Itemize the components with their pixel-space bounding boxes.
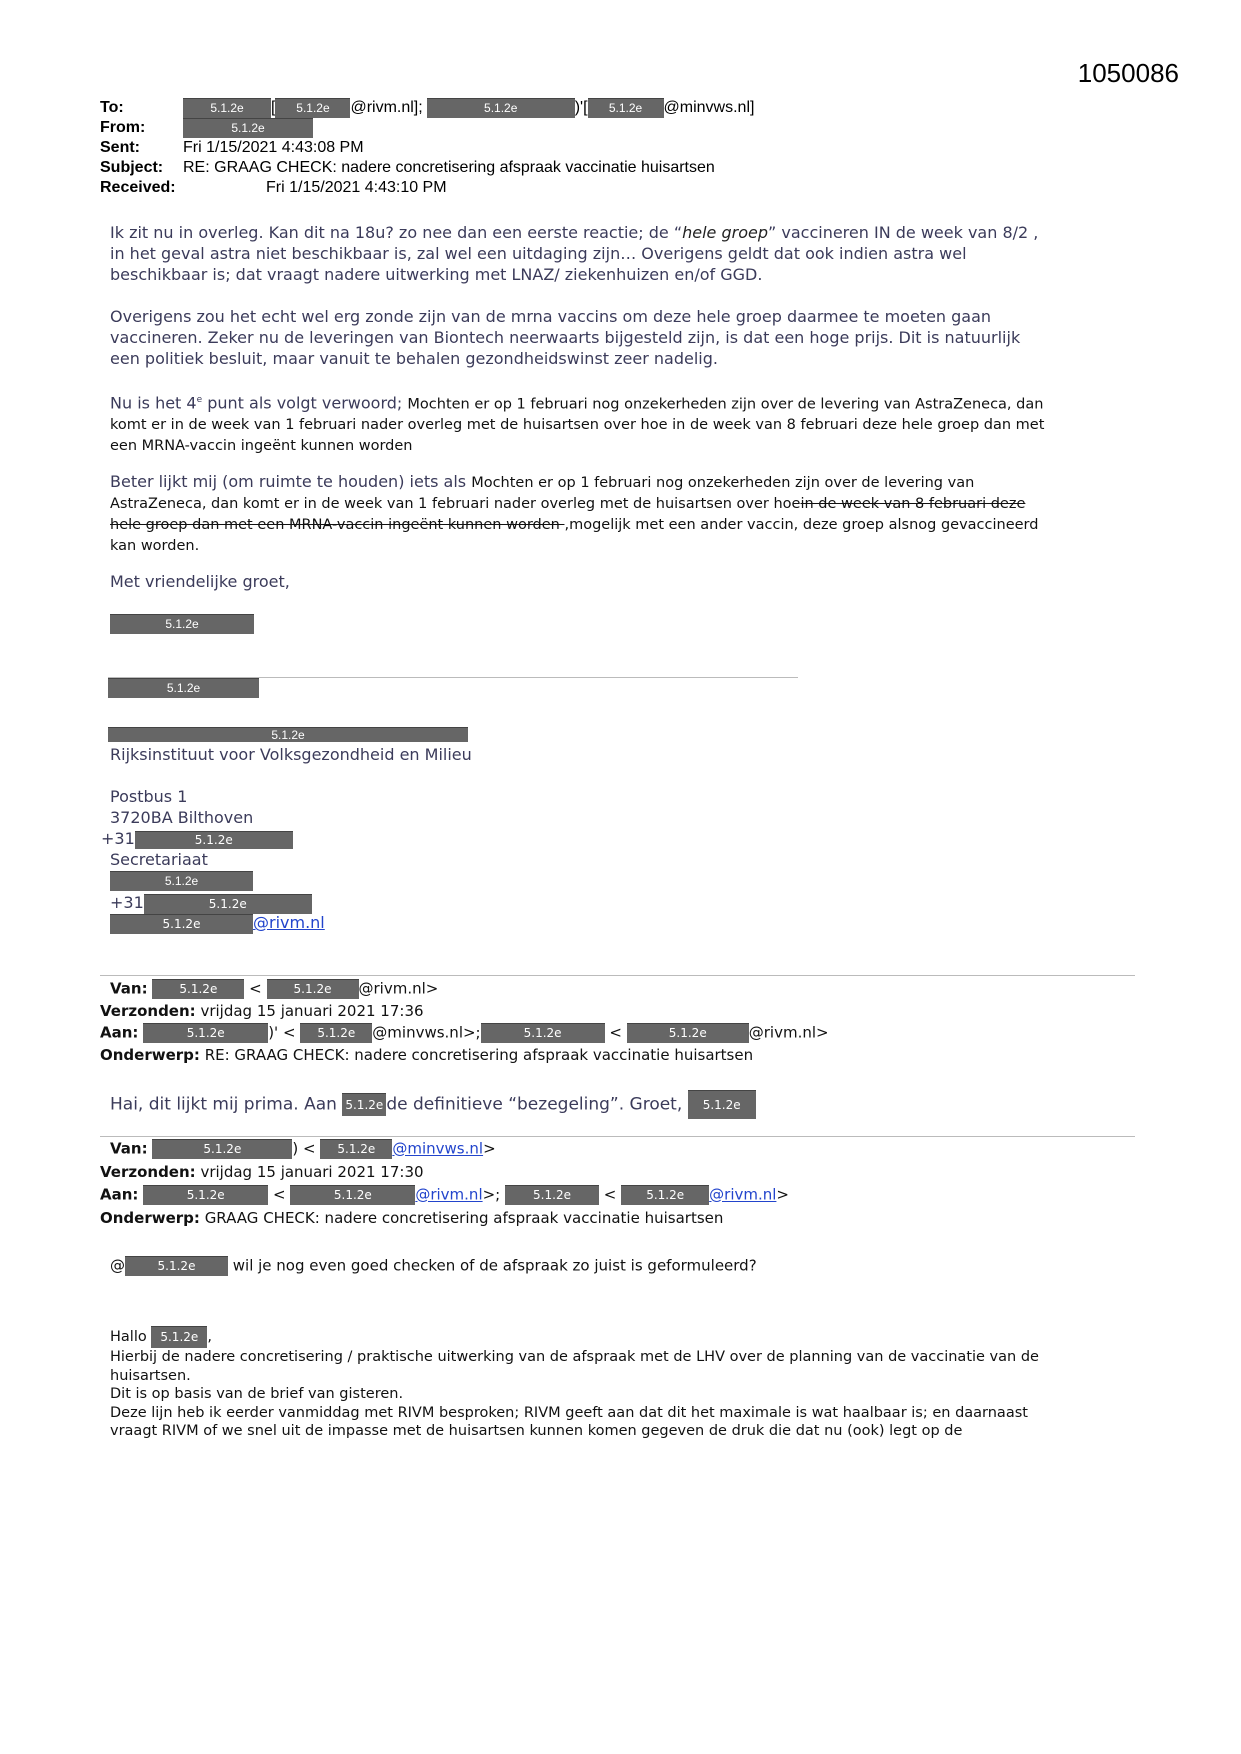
redaction-box: 5.1.2e	[125, 1256, 228, 1276]
text: Hai, dit lijkt mij prima. Aan	[110, 1094, 343, 1115]
redaction-box: 5.1.2e	[688, 1090, 756, 1119]
text: vraagt RIVM of we snel uit de impasse met de huisartsen kunnen komen gegeven de druk die dat nu (ook) legt op de	[110, 1423, 963, 1439]
email-header	[100, 98, 754, 198]
signature-phone	[101, 828, 293, 849]
verzonden-label: Verzonden:	[100, 1002, 196, 1020]
signature-secretariaat: Secretariaat	[110, 850, 208, 869]
quoted-text: kan worden.	[110, 538, 200, 554]
redaction-box: 5.1.2e	[627, 1023, 749, 1043]
to-label: To:	[100, 99, 124, 116]
redaction-box: 5.1.2e	[588, 98, 664, 118]
van-domain: @rivm.nl>	[358, 979, 439, 998]
redaction-box: 5.1.2e	[505, 1185, 599, 1205]
paragraph-4	[110, 471, 1038, 557]
received-label: Received:	[100, 179, 176, 196]
aan-domain-rivm: @rivm.nl>	[748, 1023, 829, 1042]
mail3-verzonden-row	[100, 1163, 424, 1181]
email-link[interactable]: @rivm.nl	[253, 913, 325, 932]
from-label: From:	[100, 119, 146, 136]
quoted-text: ,mogelijk met een ander vaccin, deze groep alsnog gevaccineerd	[564, 517, 1039, 533]
redaction-box: 5.1.2e	[320, 1139, 392, 1159]
redaction-box: 5.1.2e	[152, 1139, 292, 1159]
document-number: 1050086	[1077, 58, 1179, 88]
text: Deze lijn heb ik eerder vanmiddag met RIVM besproken; RIVM geeft aan dat dit het maximale is wat haalbaar is; en daarnaast	[110, 1404, 1028, 1421]
sent-row	[100, 138, 754, 158]
text: in het geval astra niet beschikbaar is, zal wel een uitdaging zijn… Overigens geldt dat ook indien astra wel	[110, 244, 967, 263]
redaction-box: 5.1.2e	[110, 614, 254, 634]
redaction-box: 5.1.2e	[110, 871, 253, 891]
mail2-onderwerp-row	[100, 1046, 753, 1064]
text: Hallo	[110, 1329, 152, 1345]
text: Dit is op basis van de brief van gisteren.	[110, 1386, 404, 1402]
subject-row	[100, 158, 754, 178]
signature-address-2: 3720BA Bilthoven	[110, 808, 254, 827]
bracket: <	[272, 1185, 286, 1204]
redaction-box: 5.1.2e	[183, 118, 313, 138]
redaction-box: 5.1.2e	[110, 914, 253, 934]
redaction-box: 5.1.2e	[427, 98, 575, 118]
bracket: ) <	[292, 1139, 316, 1158]
aan-email-link-1[interactable]: @rivm.nl	[415, 1185, 483, 1204]
mail3-aan-row	[100, 1185, 789, 1205]
quoted-text: AstraZeneca, dan komt er in de week van 1 februari nader overleg met de huisartsen over hoe	[110, 496, 801, 512]
redaction-box: 5.1.2e	[144, 894, 312, 914]
phone-prefix: +31	[110, 893, 144, 912]
paragraph-3	[110, 390, 1044, 457]
paragraph-2	[110, 306, 1020, 369]
text: Beter lijkt mij (om ruimte te houden) iets als	[110, 472, 472, 491]
quoted-text: een MRNA-vaccin ingeënt kunnen worden	[110, 438, 413, 455]
aan-label: Aan:	[100, 1023, 139, 1042]
redaction-box: 5.1.2e	[143, 1023, 268, 1043]
mail3-check-line	[110, 1256, 757, 1276]
mail2-body	[110, 1090, 756, 1119]
divider	[100, 1136, 1135, 1137]
from-row	[100, 118, 754, 138]
quoted-text: Mochten er op 1 februari nog onzekerheden zijn over de levering van	[471, 475, 975, 491]
redaction-box: 5.1.2e	[151, 1326, 207, 1348]
bracket: <	[609, 1023, 622, 1042]
phone-prefix: +31	[101, 829, 135, 848]
mail3-body	[110, 1326, 1039, 1441]
redaction-box: 5.1.2e	[621, 1185, 709, 1205]
to-row	[100, 98, 754, 118]
redaction-box: 5.1.2e	[143, 1185, 268, 1205]
text: Overigens zou het echt wel erg zonde zijn van de mrna vaccins om deze hele groep daarmee te moeten gaan	[110, 307, 992, 326]
onderwerp-value: RE: GRAAG CHECK: nadere concretisering afspraak vaccinatie huisartsen	[204, 1046, 754, 1064]
signature-address-1: Postbus 1	[110, 787, 188, 806]
onderwerp-label: Onderwerp:	[100, 1046, 200, 1064]
received-row	[100, 178, 754, 198]
text: beschikbaar is; dat vraagt nadere uitwerking met LNAZ/ ziekenhuizen en/of GGD.	[110, 265, 763, 284]
onderwerp-value: GRAAG CHECK: nadere concretisering afspraak vaccinatie huisartsen	[204, 1209, 724, 1227]
subject-label: Subject:	[100, 159, 164, 176]
van-label: Van:	[110, 1139, 148, 1158]
sent-label: Sent:	[100, 139, 140, 156]
onderwerp-label: Onderwerp:	[100, 1209, 200, 1227]
at-sign: @	[110, 1256, 125, 1275]
text: Hierbij de nadere concretisering / praktische uitwerking van de afspraak met de LHV over de planning van de vaccinatie van de	[110, 1349, 1039, 1365]
bracket: >	[776, 1185, 789, 1204]
van-label: Van:	[110, 979, 148, 998]
aan-domain-minvws: @minvws.nl>;	[372, 1023, 481, 1042]
bracket: [	[271, 99, 276, 116]
subject-value: RE: GRAAG CHECK: nadere concretisering afspraak vaccinatie huisartsen	[183, 159, 715, 176]
bracket: )' <	[268, 1023, 296, 1042]
mail2-van-row	[110, 979, 438, 999]
verzonden-value: vrijdag 15 januari 2021 17:30	[200, 1163, 424, 1181]
redaction-box: 5.1.2e	[183, 98, 271, 118]
greeting: Met vriendelijke groet,	[110, 572, 290, 591]
mail3-onderwerp-row	[100, 1209, 723, 1227]
redaction-box: 5.1.2e	[108, 678, 259, 698]
paragraph-1	[110, 222, 1038, 285]
verzonden-value: vrijdag 15 januari 2021 17:36	[200, 1002, 424, 1020]
aan-label: Aan:	[100, 1185, 139, 1204]
mail2-aan-row	[100, 1023, 829, 1043]
signature-org: Rijksinstituut voor Volksgezondheid en Milieu	[110, 745, 472, 764]
quoted-text: Mochten er op 1 februari nog onzekerheden zijn over de levering van AstraZeneca, dan	[407, 396, 1044, 413]
redaction-box: 5.1.2e	[108, 727, 468, 742]
aan-email-link-2[interactable]: @rivm.nl	[709, 1185, 777, 1204]
redaction-box: 5.1.2e	[275, 98, 350, 118]
text: Ik zit nu in overleg. Kan dit na 18u? zo nee dan een eerste reactie; de “	[110, 223, 683, 242]
emphasis-text: hele groep	[682, 223, 768, 242]
struck-text: hele groep dan met een MRNA-vaccin ingeënt kunnen worden	[110, 517, 565, 533]
verzonden-label: Verzonden:	[100, 1163, 196, 1181]
signature-phone-2	[110, 892, 312, 914]
bracket: <	[603, 1185, 617, 1204]
redaction-box: 5.1.2e	[481, 1023, 605, 1043]
redaction-box: 5.1.2e	[300, 1023, 372, 1043]
mail3-van-row	[110, 1139, 496, 1159]
bracket: <	[249, 979, 262, 998]
text: een politiek besluit, maar vanuit te behalen gezondheidswinst zeer nadelig.	[110, 349, 718, 368]
to-domain-rivm: @rivm.nl];	[350, 99, 423, 116]
text: punt als volgt verwoord;	[202, 393, 408, 413]
text: wil je nog even goed checken of de afspraak zo juist is geformuleerd?	[228, 1256, 757, 1275]
text: huisartsen.	[110, 1367, 191, 1384]
text: ,	[207, 1329, 212, 1345]
divider	[100, 975, 1135, 976]
redaction-box: 5.1.2e	[135, 831, 293, 849]
redaction-box: 5.1.2e	[152, 979, 244, 999]
to-domain-minvws: @minvws.nl]	[663, 99, 755, 116]
quoted-text: komt er in de week van 1 februari nader overleg met de huisartsen over hoe in de week van 8 februari deze hele groep dan met	[110, 417, 1045, 434]
struck-text: in de week van 8 februari deze	[800, 496, 1026, 512]
bracket: >	[483, 1139, 496, 1158]
sent-value: Fri 1/15/2021 4:43:08 PM	[183, 139, 364, 156]
received-value: Fri 1/15/2021 4:43:10 PM	[266, 179, 447, 196]
van-email-link[interactable]: @minvws.nl	[392, 1139, 484, 1158]
text: Nu is het 4	[110, 393, 197, 413]
mail2-verzonden-row	[100, 1002, 424, 1020]
superscript: e	[196, 395, 203, 405]
signature-email	[110, 912, 325, 934]
redaction-box: 5.1.2e	[342, 1093, 386, 1116]
text: ” vaccineren IN de week van 8/2 ,	[768, 223, 1039, 242]
text: de definitieve “bezegeling”. Groet,	[386, 1094, 683, 1115]
redaction-box: 5.1.2e	[267, 979, 359, 999]
bracket: >;	[482, 1185, 501, 1204]
bracket: )'[	[574, 99, 588, 116]
redaction-box: 5.1.2e	[290, 1185, 415, 1205]
text: vaccineren. Zeker nu de leveringen van Biontech neerwaarts bijgesteld zijn, is dat een hoge prijs. Dit is natuurlijk	[110, 328, 1021, 347]
